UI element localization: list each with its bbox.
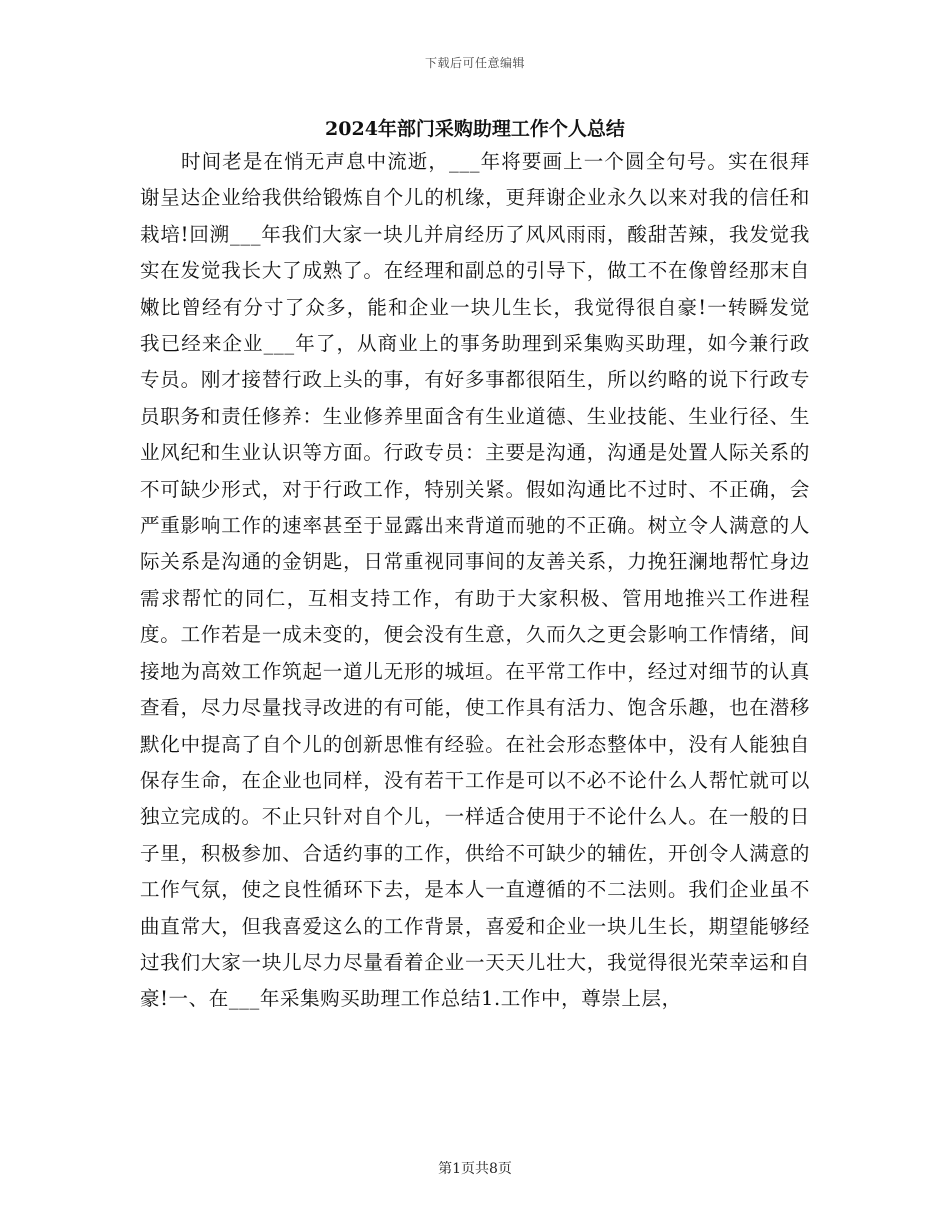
document-title: 2024年部门采购助理工作个人总结 [325, 118, 625, 140]
body-paragraph: 时间老是在悄无声息中流逝，___年将要画上一个圆全句号。实在很拜谢呈达企业给我供给锻炼自个儿的机缘，更拜谢企业永久以来对我的信任和栽培!回溯___年我们大家一块儿并肩经历了风风雨雨，酸甜苦辣，我发觉我实在发觉我长大了成熟了。在经理和副总的引导下，做工不在像曾经那末自嫩比曾经有分寸了众多，能和企业一块儿生长，我觉得很自豪!一转瞬发觉我已经来企业___年了，从商业上的事务助理到采集购买助理，如今兼行政专员。刚才接替行政上头的事，有好多事都很陌生，所以约略的说下行政专员职务和责任修养：生业修养里面含有生业道德、生业技能、生业行径、生业风纪和生业认识等方面。行政专员：主要是沟通，沟通是处置人际关系的不可缺少形式，对于行政工作，特别关紧。假如沟通比不过时、不正确，会严重影响工作的速率甚至于显露出来背道而驰的不正确。树立令人满意的人际关系是沟通的金钥匙，日常重视同事间的友善关系，力挽狂澜地帮忙身边需求帮忙的同仁，互相支持工作，有助于大家积极、管用地推兴工作进程度。工作若是一成未变的，便会没有生意，久而久之更会影响工作情绪，间接地为高效工作筑起一道儿无形的城垣。在平常工作中，经过对细节的认真查看，尽力尽量找寻改进的有可能，使工作具有活力、饱含乐趣，也在潜移默化中提高了自个儿的创新思惟有经验。在社会形态整体中，没有人能独自保存生命，在企业也同样，没有若干工作是可以不必不论什么人帮忙就可以独立完成的。不止只针对自个儿，一样适合使用于不论什么人。在一般的日子里，积极参加、合适约事的工作，供给不可缺少的辅佐，开创令人满意的工作气氛，使之良性循环下去，是本人一直遵循的不二法则。我们企业虽不曲直常大，但我喜爱这么的工作背景，喜爱和企业一块儿生长，期望能够经过我们大家一块儿尽力尽量看着企业一天天儿壮大，我觉得很光荣幸运和自豪!一、在___年采集购买助理工作总结1.工作中，尊崇上层， [140, 150, 810, 1011]
header-note: 下载后可任意编辑 [424, 56, 525, 70]
page-number-footer: 第1页共8页 [438, 1161, 512, 1177]
